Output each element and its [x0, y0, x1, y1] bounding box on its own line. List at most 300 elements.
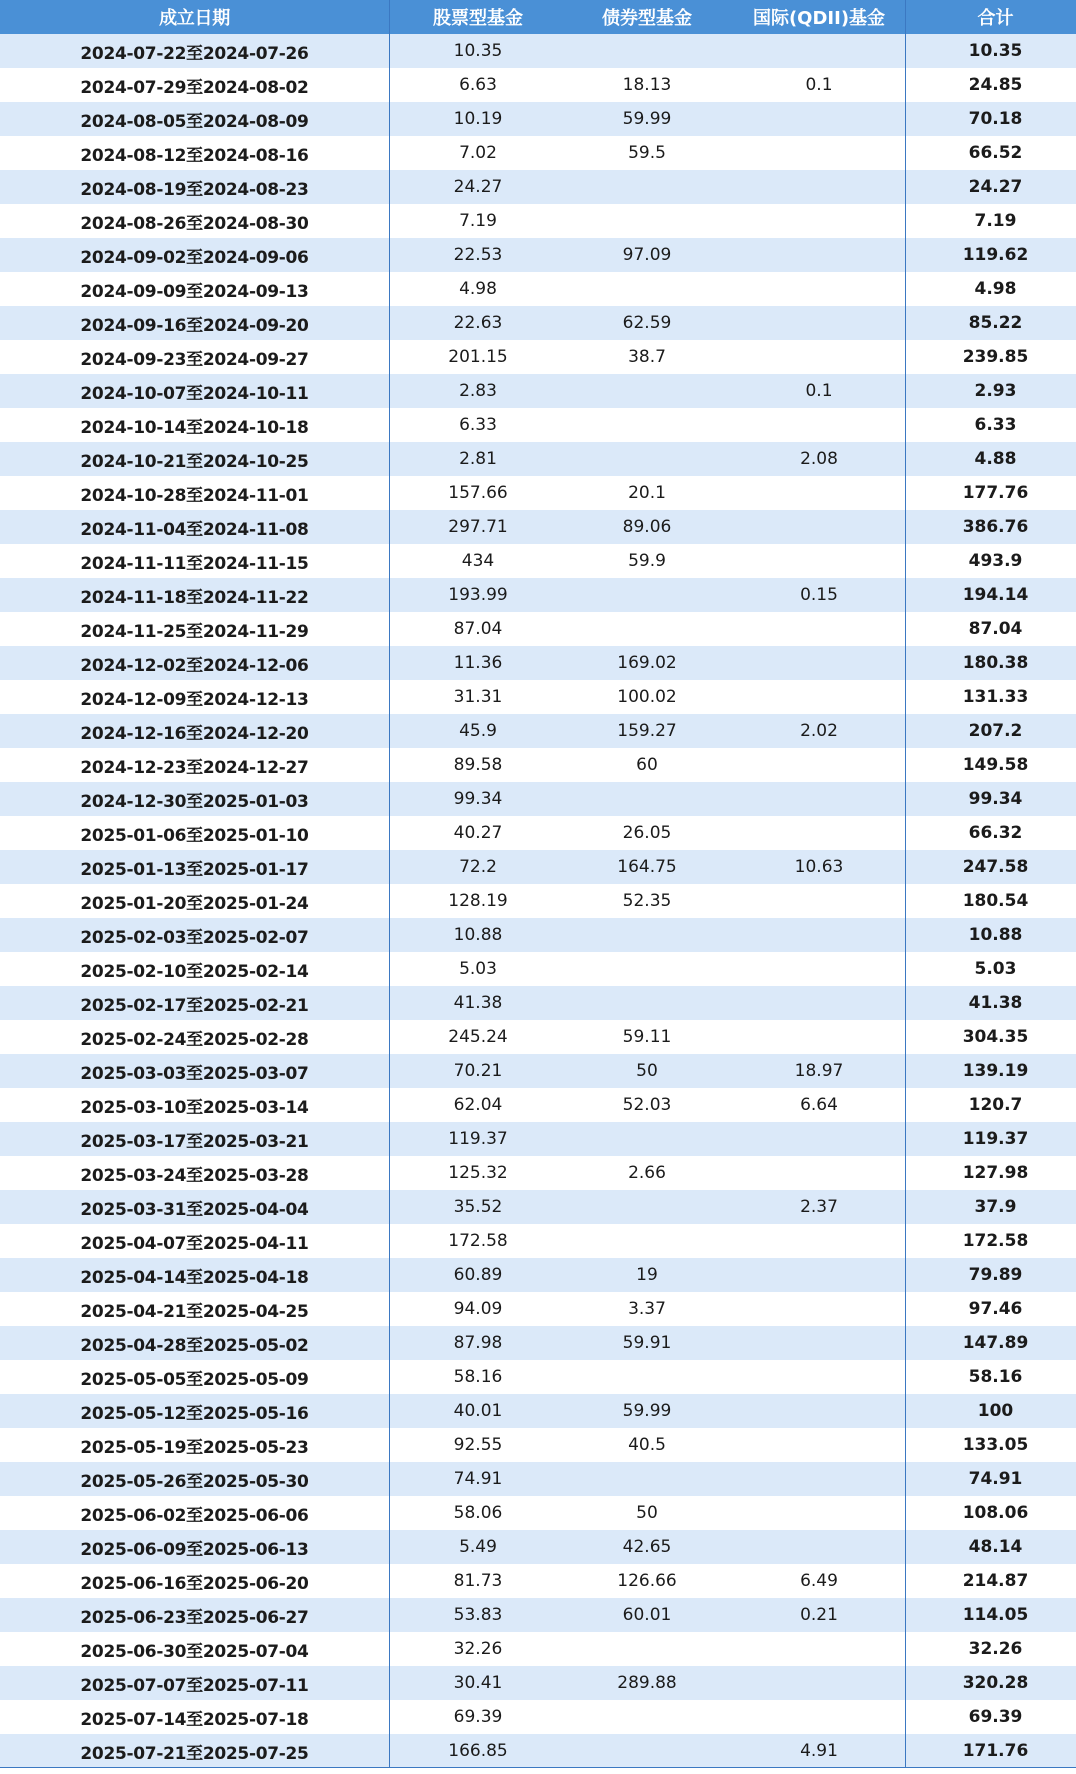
cell-date: 2024-10-28至2024-11-01 [80, 485, 309, 506]
cell-bond-fund [561, 986, 733, 1020]
cell-date: 2025-01-06至2025-01-10 [80, 825, 309, 846]
cell-date: 2025-07-14至2025-07-18 [80, 1709, 309, 1730]
cell-stock-fund: 2.81 [459, 449, 497, 469]
cell-date: 2025-05-12至2025-05-16 [80, 1403, 309, 1424]
table-row [0, 1666, 1076, 1700]
table-row [0, 238, 1076, 272]
table-row [0, 1496, 1076, 1530]
cell-bond-fund: 59.99 [622, 1401, 672, 1421]
cell-date: 2024-09-16至2024-09-20 [80, 315, 309, 336]
cell-stock-fund: 201.15 [448, 347, 508, 367]
cell-total: 207.2 [968, 721, 1023, 741]
cell-date: 2024-10-14至2024-10-18 [80, 417, 309, 438]
cell-bond-fund [561, 1632, 733, 1666]
cell-qdii-fund: 10.63 [794, 857, 844, 877]
cell-qdii-fund [733, 1496, 905, 1530]
table-row [0, 1598, 1076, 1632]
cell-stock-fund: 2.83 [459, 381, 497, 401]
cell-total: 2.93 [974, 381, 1017, 401]
cell-date: 2024-12-30至2025-01-03 [80, 791, 309, 812]
cell-qdii-fund [733, 1360, 905, 1394]
cell-stock-fund: 94.09 [453, 1299, 503, 1319]
cell-qdii-fund [733, 986, 905, 1020]
header-bond-fund: 债券型基金 [602, 8, 692, 29]
cell-date: 2025-01-20至2025-01-24 [80, 893, 309, 914]
cell-qdii-fund [733, 748, 905, 782]
cell-stock-fund: 157.66 [448, 483, 508, 503]
cell-qdii-fund: 6.64 [800, 1095, 838, 1115]
table-row [0, 884, 1076, 918]
header-date: 成立日期 [159, 8, 230, 29]
cell-bond-fund [561, 34, 733, 68]
cell-date: 2024-11-25至2024-11-29 [80, 621, 309, 642]
cell-qdii-fund [733, 34, 905, 68]
table-row [0, 850, 1076, 884]
cell-total: 66.52 [968, 143, 1023, 163]
table-row [0, 1428, 1076, 1462]
cell-qdii-fund [733, 1224, 905, 1258]
cell-stock-fund: 166.85 [448, 1741, 508, 1761]
cell-total: 48.14 [968, 1537, 1023, 1557]
cell-total: 172.58 [962, 1231, 1029, 1251]
table-row [0, 612, 1076, 646]
table-row [0, 1088, 1076, 1122]
cell-total: 85.22 [968, 313, 1023, 333]
cell-qdii-fund [733, 1530, 905, 1564]
cell-stock-fund: 22.63 [453, 313, 503, 333]
table-row [0, 442, 1076, 476]
table-row [0, 1122, 1076, 1156]
cell-stock-fund: 297.71 [448, 517, 508, 537]
cell-bond-fund [561, 952, 733, 986]
cell-date: 2025-04-07至2025-04-11 [80, 1233, 309, 1254]
cell-qdii-fund: 4.91 [800, 1741, 838, 1761]
table-row [0, 102, 1076, 136]
cell-total: 127.98 [962, 1163, 1029, 1183]
cell-date: 2025-05-26至2025-05-30 [80, 1471, 309, 1492]
cell-total: 41.38 [968, 993, 1023, 1013]
table-row [0, 646, 1076, 680]
cell-date: 2024-07-22至2024-07-26 [80, 43, 309, 64]
table-row [0, 1360, 1076, 1394]
cell-total: 79.89 [968, 1265, 1023, 1285]
cell-stock-fund: 87.04 [453, 619, 503, 639]
cell-bond-fund [561, 442, 733, 476]
cell-bond-fund [561, 1462, 733, 1496]
column-divider-right [905, 0, 906, 1767]
cell-total: 304.35 [962, 1027, 1029, 1047]
table-row [0, 1156, 1076, 1190]
cell-qdii-fund [733, 1700, 905, 1734]
cell-date: 2025-02-24至2025-02-28 [80, 1029, 309, 1050]
cell-qdii-fund [733, 204, 905, 238]
cell-bond-fund: 59.11 [622, 1027, 672, 1047]
cell-total: 4.88 [974, 449, 1017, 469]
cell-date: 2024-08-12至2024-08-16 [80, 145, 309, 166]
table-row [0, 986, 1076, 1020]
cell-total: 99.34 [968, 789, 1023, 809]
cell-bond-fund [561, 374, 733, 408]
cell-bond-fund [561, 204, 733, 238]
cell-date: 2025-06-16至2025-06-20 [80, 1573, 309, 1594]
cell-stock-fund: 11.36 [453, 653, 503, 673]
cell-date: 2025-06-02至2025-06-06 [80, 1505, 309, 1526]
cell-bond-fund: 2.66 [628, 1163, 666, 1183]
cell-stock-fund: 128.19 [448, 891, 508, 911]
cell-total: 320.28 [962, 1673, 1029, 1693]
cell-qdii-fund [733, 544, 905, 578]
table-row [0, 34, 1076, 68]
cell-total: 37.9 [974, 1197, 1017, 1217]
table-row [0, 204, 1076, 238]
cell-bond-fund: 97.09 [622, 245, 672, 265]
cell-total: 119.62 [962, 245, 1029, 265]
cell-total: 120.7 [968, 1095, 1023, 1115]
cell-qdii-fund [733, 1020, 905, 1054]
cell-total: 7.19 [974, 211, 1017, 231]
cell-stock-fund: 60.89 [453, 1265, 503, 1285]
table-header-row [0, 0, 1076, 34]
cell-total: 180.54 [962, 891, 1029, 911]
cell-bond-fund: 26.05 [622, 823, 672, 843]
cell-stock-fund: 434 [461, 551, 495, 571]
table-row [0, 1258, 1076, 1292]
cell-qdii-fund: 0.15 [800, 585, 838, 605]
cell-date: 2025-06-09至2025-06-13 [80, 1539, 309, 1560]
cell-date: 2024-11-18至2024-11-22 [80, 587, 309, 608]
cell-total: 58.16 [968, 1367, 1023, 1387]
cell-date: 2025-03-24至2025-03-28 [80, 1165, 309, 1186]
cell-bond-fund [561, 1360, 733, 1394]
cell-total: 147.89 [962, 1333, 1029, 1353]
cell-total: 386.76 [962, 517, 1029, 537]
cell-stock-fund: 99.34 [453, 789, 503, 809]
cell-bond-fund [561, 612, 733, 646]
cell-qdii-fund [733, 646, 905, 680]
cell-date: 2024-09-02至2024-09-06 [80, 247, 309, 268]
cell-qdii-fund [733, 170, 905, 204]
cell-bond-fund: 59.99 [622, 109, 672, 129]
cell-date: 2025-06-30至2025-07-04 [80, 1641, 309, 1662]
cell-bond-fund: 40.5 [628, 1435, 666, 1455]
cell-qdii-fund [733, 918, 905, 952]
table-row [0, 1700, 1076, 1734]
cell-bond-fund: 18.13 [622, 75, 672, 95]
table-row [0, 816, 1076, 850]
cell-date: 2024-10-07至2024-10-11 [80, 383, 309, 404]
cell-qdii-fund [733, 952, 905, 986]
cell-stock-fund: 92.55 [453, 1435, 503, 1455]
cell-total: 5.03 [974, 959, 1017, 979]
cell-date: 2024-08-05至2024-08-09 [80, 111, 309, 132]
column-divider-left [389, 0, 390, 1767]
cell-date: 2025-07-21至2025-07-25 [80, 1743, 309, 1764]
table-row [0, 1326, 1076, 1360]
cell-qdii-fund [733, 136, 905, 170]
table-row [0, 680, 1076, 714]
cell-bond-fund: 52.35 [622, 891, 672, 911]
cell-stock-fund: 45.9 [459, 721, 497, 741]
cell-qdii-fund [733, 680, 905, 714]
cell-qdii-fund [733, 408, 905, 442]
cell-qdii-fund: 2.37 [800, 1197, 838, 1217]
cell-date: 2025-03-10至2025-03-14 [80, 1097, 309, 1118]
cell-bond-fund [561, 1122, 733, 1156]
cell-stock-fund: 31.31 [453, 687, 503, 707]
table-row [0, 918, 1076, 952]
cell-qdii-fund [733, 1156, 905, 1190]
cell-date: 2024-10-21至2024-10-25 [80, 451, 309, 472]
table-row [0, 340, 1076, 374]
cell-date: 2025-02-17至2025-02-21 [80, 995, 309, 1016]
cell-stock-fund: 245.24 [448, 1027, 508, 1047]
cell-date: 2024-08-19至2024-08-23 [80, 179, 309, 200]
cell-stock-fund: 6.33 [459, 415, 497, 435]
cell-date: 2024-09-09至2024-09-13 [80, 281, 309, 302]
table-row [0, 1530, 1076, 1564]
table-row [0, 68, 1076, 102]
cell-qdii-fund: 18.97 [794, 1061, 844, 1081]
table-row [0, 544, 1076, 578]
cell-total: 69.39 [968, 1707, 1023, 1727]
table-row [0, 1462, 1076, 1496]
cell-qdii-fund [733, 340, 905, 374]
cell-total: 32.26 [968, 1639, 1023, 1659]
cell-bond-fund [561, 578, 733, 612]
cell-date: 2025-04-21至2025-04-25 [80, 1301, 309, 1322]
cell-bond-fund: 60 [636, 755, 658, 775]
cell-total: 97.46 [968, 1299, 1023, 1319]
cell-date: 2024-11-11至2024-11-15 [80, 553, 309, 574]
cell-total: 114.05 [962, 1605, 1029, 1625]
cell-total: 87.04 [968, 619, 1023, 639]
cell-bond-fund: 19 [636, 1265, 658, 1285]
cell-qdii-fund [733, 1632, 905, 1666]
cell-bond-fund [561, 918, 733, 952]
cell-bond-fund: 89.06 [622, 517, 672, 537]
cell-qdii-fund: 0.1 [805, 75, 833, 95]
table-row [0, 306, 1076, 340]
cell-bond-fund: 164.75 [617, 857, 677, 877]
cell-qdii-fund [733, 272, 905, 306]
cell-qdii-fund [733, 510, 905, 544]
cell-qdii-fund: 0.1 [805, 381, 833, 401]
cell-total: 177.76 [962, 483, 1029, 503]
cell-total: 24.85 [968, 75, 1023, 95]
cell-bond-fund: 50 [636, 1503, 658, 1523]
cell-stock-fund: 10.35 [453, 41, 503, 61]
cell-qdii-fund: 2.02 [800, 721, 838, 741]
table-row [0, 408, 1076, 442]
cell-date: 2025-01-13至2025-01-17 [80, 859, 309, 880]
cell-qdii-fund [733, 782, 905, 816]
cell-bond-fund: 289.88 [617, 1673, 677, 1693]
cell-stock-fund: 87.98 [453, 1333, 503, 1353]
cell-bond-fund: 59.5 [628, 143, 666, 163]
cell-total: 100 [977, 1401, 1014, 1421]
cell-stock-fund: 125.32 [448, 1163, 508, 1183]
cell-date: 2025-02-03至2025-02-07 [80, 927, 309, 948]
cell-total: 194.14 [962, 585, 1029, 605]
cell-qdii-fund [733, 1122, 905, 1156]
cell-bond-fund [561, 272, 733, 306]
table-row [0, 782, 1076, 816]
cell-total: 133.05 [962, 1435, 1029, 1455]
cell-total: 493.9 [968, 551, 1023, 571]
cell-qdii-fund [733, 1394, 905, 1428]
table-row [0, 272, 1076, 306]
cell-stock-fund: 40.27 [453, 823, 503, 843]
cell-stock-fund: 10.88 [453, 925, 503, 945]
cell-stock-fund: 30.41 [453, 1673, 503, 1693]
cell-date: 2025-05-19至2025-05-23 [80, 1437, 309, 1458]
cell-bond-fund [561, 782, 733, 816]
table-row [0, 952, 1076, 986]
cell-total: 149.58 [962, 755, 1029, 775]
cell-qdii-fund: 0.21 [800, 1605, 838, 1625]
cell-qdii-fund [733, 102, 905, 136]
cell-qdii-fund [733, 238, 905, 272]
table-row [0, 578, 1076, 612]
cell-stock-fund: 58.06 [453, 1503, 503, 1523]
cell-qdii-fund [733, 1326, 905, 1360]
cell-stock-fund: 5.49 [459, 1537, 497, 1557]
table-row [0, 1632, 1076, 1666]
table-row [0, 714, 1076, 748]
cell-date: 2024-12-16至2024-12-20 [80, 723, 309, 744]
cell-stock-fund: 69.39 [453, 1707, 503, 1727]
cell-date: 2025-03-03至2025-03-07 [80, 1063, 309, 1084]
cell-bond-fund: 3.37 [628, 1299, 666, 1319]
cell-stock-fund: 62.04 [453, 1095, 503, 1115]
cell-stock-fund: 32.26 [453, 1639, 503, 1659]
cell-stock-fund: 72.2 [459, 857, 497, 877]
table-row [0, 1292, 1076, 1326]
table-bottom-border [0, 1767, 1076, 1768]
table-row [0, 1734, 1076, 1768]
cell-qdii-fund: 6.49 [800, 1571, 838, 1591]
cell-date: 2025-05-05至2025-05-09 [80, 1369, 309, 1390]
cell-stock-fund: 89.58 [453, 755, 503, 775]
cell-qdii-fund [733, 612, 905, 646]
cell-total: 108.06 [962, 1503, 1029, 1523]
cell-stock-fund: 119.37 [448, 1129, 508, 1149]
cell-qdii-fund [733, 1428, 905, 1462]
cell-qdii-fund [733, 1258, 905, 1292]
cell-total: 131.33 [962, 687, 1029, 707]
cell-stock-fund: 58.16 [453, 1367, 503, 1387]
cell-bond-fund: 59.9 [628, 551, 666, 571]
table-row [0, 1564, 1076, 1598]
cell-stock-fund: 7.19 [459, 211, 497, 231]
table-row [0, 1054, 1076, 1088]
cell-bond-fund: 126.66 [617, 1571, 677, 1591]
cell-date: 2025-04-14至2025-04-18 [80, 1267, 309, 1288]
cell-bond-fund [561, 408, 733, 442]
cell-date: 2024-08-26至2024-08-30 [80, 213, 309, 234]
cell-total: 214.87 [962, 1571, 1029, 1591]
cell-stock-fund: 6.63 [459, 75, 497, 95]
cell-total: 4.98 [974, 279, 1017, 299]
cell-bond-fund: 38.7 [628, 347, 666, 367]
cell-total: 247.58 [962, 857, 1029, 877]
cell-bond-fund [561, 1224, 733, 1258]
cell-bond-fund [561, 1734, 733, 1768]
cell-stock-fund: 81.73 [453, 1571, 503, 1591]
table-row [0, 170, 1076, 204]
cell-date: 2024-12-02至2024-12-06 [80, 655, 309, 676]
cell-stock-fund: 70.21 [453, 1061, 503, 1081]
cell-date: 2025-06-23至2025-06-27 [80, 1607, 309, 1628]
cell-bond-fund: 62.59 [622, 313, 672, 333]
cell-date: 2024-12-09至2024-12-13 [80, 689, 309, 710]
cell-total: 10.88 [968, 925, 1023, 945]
table-row [0, 510, 1076, 544]
header-total: 合计 [977, 8, 1014, 29]
cell-total: 6.33 [974, 415, 1017, 435]
table-row [0, 1394, 1076, 1428]
cell-qdii-fund [733, 306, 905, 340]
cell-qdii-fund [733, 816, 905, 850]
cell-stock-fund: 53.83 [453, 1605, 503, 1625]
cell-date: 2025-03-17至2025-03-21 [80, 1131, 309, 1152]
table-row [0, 748, 1076, 782]
table-row [0, 374, 1076, 408]
header-stock-fund: 股票型基金 [433, 8, 523, 29]
cell-qdii-fund [733, 1462, 905, 1496]
table-row [0, 1020, 1076, 1054]
cell-bond-fund [561, 1700, 733, 1734]
cell-bond-fund: 159.27 [617, 721, 677, 741]
cell-qdii-fund [733, 1666, 905, 1700]
cell-total: 24.27 [968, 177, 1023, 197]
cell-date: 2024-09-23至2024-09-27 [80, 349, 309, 370]
cell-stock-fund: 7.02 [459, 143, 497, 163]
cell-bond-fund: 50 [636, 1061, 658, 1081]
cell-stock-fund: 5.03 [459, 959, 497, 979]
cell-stock-fund: 40.01 [453, 1401, 503, 1421]
cell-total: 239.85 [962, 347, 1029, 367]
cell-stock-fund: 193.99 [448, 585, 508, 605]
table-row [0, 136, 1076, 170]
header-qdii-fund: 国际(QDII)基金 [752, 8, 886, 29]
cell-stock-fund: 10.19 [453, 109, 503, 129]
cell-qdii-fund [733, 1292, 905, 1326]
cell-date: 2024-12-23至2024-12-27 [80, 757, 309, 778]
cell-date: 2024-07-29至2024-08-02 [80, 77, 309, 98]
cell-qdii-fund [733, 476, 905, 510]
cell-stock-fund: 41.38 [453, 993, 503, 1013]
cell-date: 2025-02-10至2025-02-14 [80, 961, 309, 982]
cell-bond-fund: 100.02 [617, 687, 677, 707]
table-row [0, 1190, 1076, 1224]
cell-total: 66.32 [968, 823, 1023, 843]
cell-date: 2025-03-31至2025-04-04 [80, 1199, 309, 1220]
cell-total: 139.19 [962, 1061, 1029, 1081]
cell-total: 10.35 [968, 41, 1023, 61]
cell-qdii-fund [733, 884, 905, 918]
cell-bond-fund [561, 170, 733, 204]
cell-bond-fund: 169.02 [617, 653, 677, 673]
cell-bond-fund: 59.91 [622, 1333, 672, 1353]
cell-qdii-fund: 2.08 [800, 449, 838, 469]
cell-stock-fund: 24.27 [453, 177, 503, 197]
cell-total: 180.38 [962, 653, 1029, 673]
table-row [0, 476, 1076, 510]
cell-date: 2025-04-28至2025-05-02 [80, 1335, 309, 1356]
cell-total: 74.91 [968, 1469, 1023, 1489]
cell-total: 171.76 [962, 1741, 1029, 1761]
